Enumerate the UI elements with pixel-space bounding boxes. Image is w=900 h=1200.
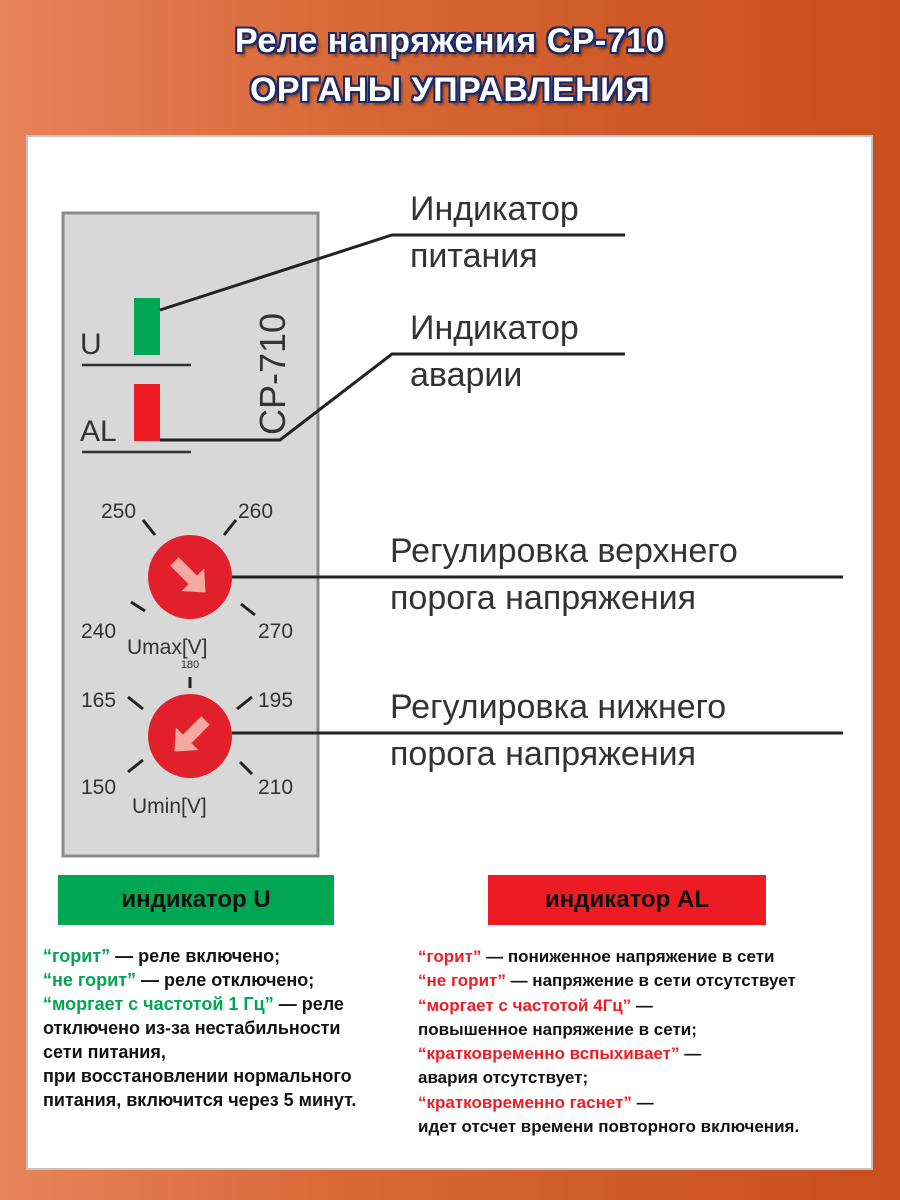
al-desc-line: “не горит” — напряжение в сети отсутствует [418, 971, 796, 991]
upper-tick-label-250: 250 [101, 500, 137, 523]
al-label: AL [80, 415, 117, 448]
al-desc-line: идет отсчет времени повторного включения. [418, 1117, 800, 1137]
lower-tick-label-195: 195 [258, 689, 294, 712]
u-desc-line: сети питания, [43, 1042, 166, 1062]
u-desc-line: “моргает с частотой 1 Гц” — реле [43, 994, 344, 1014]
lower-tick-label-210: 210 [258, 776, 294, 799]
u-label: U [80, 328, 102, 361]
u-desc-line: “горит” — реле включено; [43, 946, 281, 966]
lower-knob-label: Umin[V] [132, 795, 207, 818]
upper-tick-label-260: 260 [238, 500, 274, 523]
u-indicator-legend-title: индикатор U [58, 875, 334, 925]
page-title-line2: ОРГАНЫ УПРАВЛЕНИЯ [249, 71, 651, 109]
power-indicator-callout-line1: Индикатор [410, 190, 579, 228]
al-desc-line: авария отсутствует; [418, 1068, 589, 1088]
upper-threshold-callout [390, 528, 738, 622]
al-desc-line: “моргает с частотой 4Гц” — [418, 995, 653, 1015]
upper-knob-label: Umax[V] [127, 636, 208, 659]
al-indicator-description [418, 945, 799, 1139]
upper-threshold-callout-line2: порога напряжения [390, 579, 697, 617]
upper-threshold-callout-line1: Регулировка верхнего [390, 532, 738, 570]
u-desc-line: при восстановлении нормального [43, 1066, 352, 1086]
u-desc-line: отключено из-за нестабильности [43, 1018, 341, 1038]
model-label: CP-710 [252, 312, 293, 435]
al-desc-line: “кратковременно гаснет” — [418, 1092, 654, 1112]
upper-tick-label-270: 270 [258, 620, 294, 643]
power-indicator-callout [410, 186, 579, 280]
lower-tick-label-150: 150 [81, 776, 117, 799]
u-indicator-description [43, 944, 356, 1112]
lower-tick-label-165: 165 [81, 689, 117, 712]
upper-tick-label-240: 240 [81, 620, 117, 643]
alarm-indicator-callout-line2: аварии [410, 356, 523, 394]
lower-threshold-callout-line1: Регулировка нижнего [390, 688, 727, 726]
al-desc-line: “кратковременно вспыхивает” — [418, 1044, 702, 1064]
alarm-indicator-led [134, 384, 160, 441]
al-desc-line: “горит” — пониженное напряжение в сети [418, 947, 775, 966]
u-desc-line: “не горит” — реле отключено; [43, 970, 315, 990]
page-title-line1: Реле напряжения СР-710 [235, 22, 665, 60]
al-desc-line: повышенное напряжение в сети; [418, 1019, 697, 1039]
power-indicator-led [134, 298, 160, 355]
power-indicator-callout-line2: питания [410, 237, 538, 275]
u-desc-line: питания, включится через 5 минут. [43, 1090, 357, 1110]
alarm-indicator-callout [410, 305, 579, 399]
lower-threshold-callout-line2: порога напряжения [390, 735, 697, 773]
alarm-indicator-callout-line1: Индикатор [410, 309, 579, 347]
al-indicator-legend-title: индикатор AL [488, 875, 766, 925]
lower-tick-label-180: 180 [180, 659, 200, 671]
lower-threshold-callout [390, 684, 726, 778]
